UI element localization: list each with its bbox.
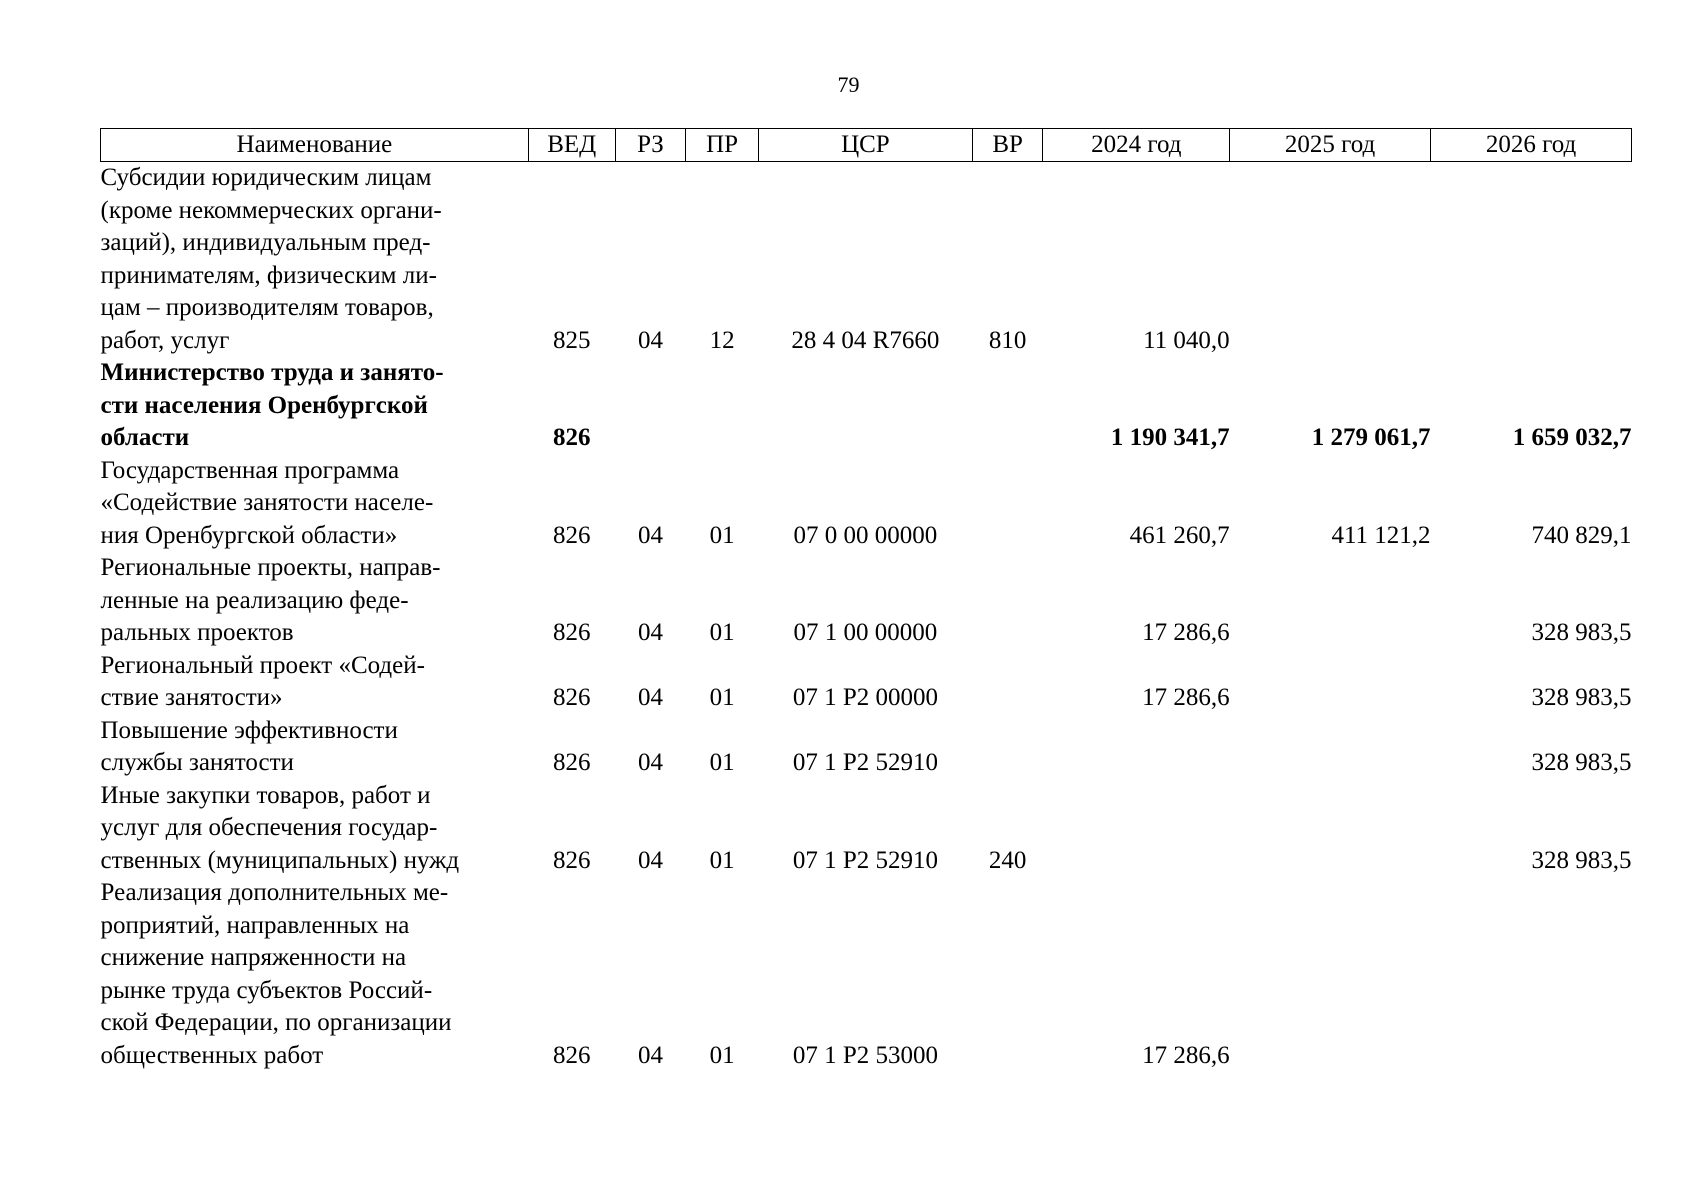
cell-2025	[1230, 162, 1431, 358]
header-pr: ПР	[686, 129, 759, 162]
cell-name-line: Повышение эффективности	[100, 716, 398, 744]
header-2026: 2026 год	[1431, 129, 1632, 162]
cell-2026: 1 659 032,7	[1512, 424, 1632, 451]
cell-vr	[972, 650, 1043, 715]
cell-pr: 12	[709, 326, 735, 354]
cell-name	[101, 455, 529, 553]
cell-ved: 826	[552, 521, 591, 549]
table-row	[101, 552, 1632, 650]
cell-2025	[1230, 650, 1431, 715]
cell-2024: 17 286,6	[1142, 684, 1230, 711]
table-row	[101, 455, 1632, 553]
cell-name-line: ской Федерации, по организации	[100, 1009, 452, 1036]
cell-2026: 328 983,5	[1531, 619, 1632, 646]
cell-2024: 11 040,0	[1143, 326, 1230, 354]
cell-2026: 328 983,5	[1531, 684, 1632, 711]
cell-name-line: службы занятости	[100, 749, 294, 776]
cell-name-line: ственных (муниципальных) нужд	[100, 846, 460, 874]
cell-rz: 04	[637, 846, 663, 874]
cell-rz: 04	[637, 326, 663, 354]
cell-name-line: «Содействие занятости населе-	[100, 489, 434, 516]
cell-name-line: ния Оренбургской области»	[100, 521, 398, 549]
cell-name	[101, 715, 529, 780]
cell-2024: 17 286,6	[1142, 1041, 1230, 1069]
cell-name-line: (кроме некоммерческих органи-	[100, 196, 442, 224]
header-2025: 2025 год	[1230, 129, 1431, 162]
cell-name-line: цам – производителям товаров,	[100, 294, 434, 321]
cell-pr: 01	[709, 521, 735, 549]
cell-rz: 04	[637, 521, 663, 549]
cell-csr: 07 0 00 00000	[793, 521, 938, 549]
cell-2026: 328 983,5	[1531, 846, 1632, 874]
cell-name-line: роприятий, направленных на	[100, 911, 410, 939]
header-name: Наименование	[101, 129, 529, 162]
cell-name-line: работ, услуг	[100, 326, 230, 354]
cell-name-line: Иные закупки товаров, работ и	[100, 781, 431, 809]
cell-vr	[972, 455, 1043, 553]
cell-pr: 01	[709, 619, 735, 646]
cell-name-line: Реализация дополнительных ме-	[100, 879, 449, 906]
cell-rz: 04	[637, 1041, 663, 1069]
cell-csr: 07 1 Р2 52910	[792, 749, 938, 776]
cell-rz	[615, 357, 686, 455]
cell-ved: 825	[552, 326, 591, 354]
cell-csr: 07 1 00 00000	[793, 619, 938, 646]
table-row	[101, 715, 1632, 780]
table-row	[101, 650, 1632, 715]
cell-vr	[972, 552, 1043, 650]
cell-pr	[686, 357, 759, 455]
cell-2024: 461 260,7	[1129, 521, 1230, 549]
cell-name-line: услуг для обеспечения государ-	[100, 814, 438, 841]
cell-name-line: ральных проектов	[100, 619, 294, 646]
cell-name-line: ствие занятости»	[100, 684, 283, 711]
cell-rz: 04	[637, 749, 663, 776]
cell-2025	[1230, 552, 1431, 650]
cell-vr	[972, 715, 1043, 780]
table-row	[101, 357, 1632, 455]
cell-2026: 740 829,1	[1531, 521, 1632, 549]
cell-ved: 826	[552, 424, 591, 451]
table-body	[101, 162, 1632, 1073]
cell-name	[101, 162, 529, 358]
cell-name	[101, 552, 529, 650]
cell-csr	[758, 357, 972, 455]
table-row	[101, 780, 1632, 878]
cell-2025: 411 121,2	[1331, 521, 1431, 549]
cell-pr: 01	[709, 684, 735, 711]
table-row	[101, 162, 1632, 358]
header-vr: ВР	[972, 129, 1043, 162]
cell-2025	[1230, 877, 1431, 1072]
cell-2026	[1431, 162, 1632, 358]
header-rz: РЗ	[615, 129, 686, 162]
cell-pr: 01	[709, 1041, 735, 1069]
cell-vr: 240	[988, 846, 1027, 874]
cell-name-line: рынке труда субъектов Россий-	[100, 976, 433, 1004]
cell-name-line: области	[100, 424, 190, 451]
cell-2025	[1230, 715, 1431, 780]
cell-pr: 01	[709, 749, 735, 776]
cell-name	[101, 877, 529, 1072]
cell-name	[101, 780, 529, 878]
cell-name-line: Субсидии юридическим лицам	[100, 164, 432, 191]
budget-table	[100, 128, 1632, 1072]
cell-2024	[1043, 780, 1230, 878]
cell-2024: 17 286,6	[1142, 619, 1230, 646]
page-number: 79	[837, 72, 860, 97]
cell-name	[101, 650, 529, 715]
cell-ved: 826	[552, 684, 591, 711]
cell-rz: 04	[637, 684, 663, 711]
cell-2024	[1043, 715, 1230, 780]
cell-name-line: принимателям, физическим ли-	[100, 261, 437, 289]
cell-2025: 1 279 061,7	[1311, 424, 1431, 451]
cell-name-line: Государственная программа	[100, 456, 400, 484]
header-row	[101, 129, 1632, 162]
cell-pr: 01	[709, 846, 735, 874]
cell-name-line: заций), индивидуальным пред-	[100, 229, 431, 256]
cell-csr: 07 1 Р2 00000	[792, 684, 938, 711]
header-csr: ЦСР	[758, 129, 972, 162]
cell-name-line: Региональные проекты, направ-	[100, 554, 441, 581]
cell-name	[101, 357, 529, 455]
header-2024: 2024 год	[1043, 129, 1230, 162]
cell-name-line: сти населения Оренбургской	[100, 391, 428, 419]
table-header	[101, 129, 1632, 162]
cell-name-line: ленные на реализацию феде-	[100, 586, 409, 614]
cell-ved: 826	[552, 619, 591, 646]
table-row	[101, 877, 1632, 1072]
cell-csr: 28 4 04 R7660	[791, 326, 940, 354]
cell-ved: 826	[552, 749, 591, 776]
cell-name-line: Министерство труда и занято-	[100, 359, 444, 386]
cell-ved: 826	[552, 846, 591, 874]
cell-2026	[1431, 877, 1632, 1072]
cell-csr: 07 1 Р2 53000	[792, 1041, 938, 1069]
header-ved: ВЕД	[528, 129, 615, 162]
cell-rz: 04	[637, 619, 663, 646]
cell-name-line: снижение напряженности на	[100, 944, 407, 971]
cell-ved: 826	[552, 1041, 591, 1069]
cell-2026: 328 983,5	[1531, 749, 1632, 776]
cell-2025	[1230, 780, 1431, 878]
cell-vr: 810	[988, 326, 1027, 354]
cell-name-line: общественных работ	[100, 1041, 324, 1069]
cell-csr: 07 1 Р2 52910	[792, 846, 938, 874]
cell-name-line: Региональный проект «Содей-	[100, 651, 425, 679]
cell-vr	[972, 357, 1043, 455]
cell-vr	[972, 877, 1043, 1072]
cell-2024: 1 190 341,7	[1110, 424, 1230, 451]
